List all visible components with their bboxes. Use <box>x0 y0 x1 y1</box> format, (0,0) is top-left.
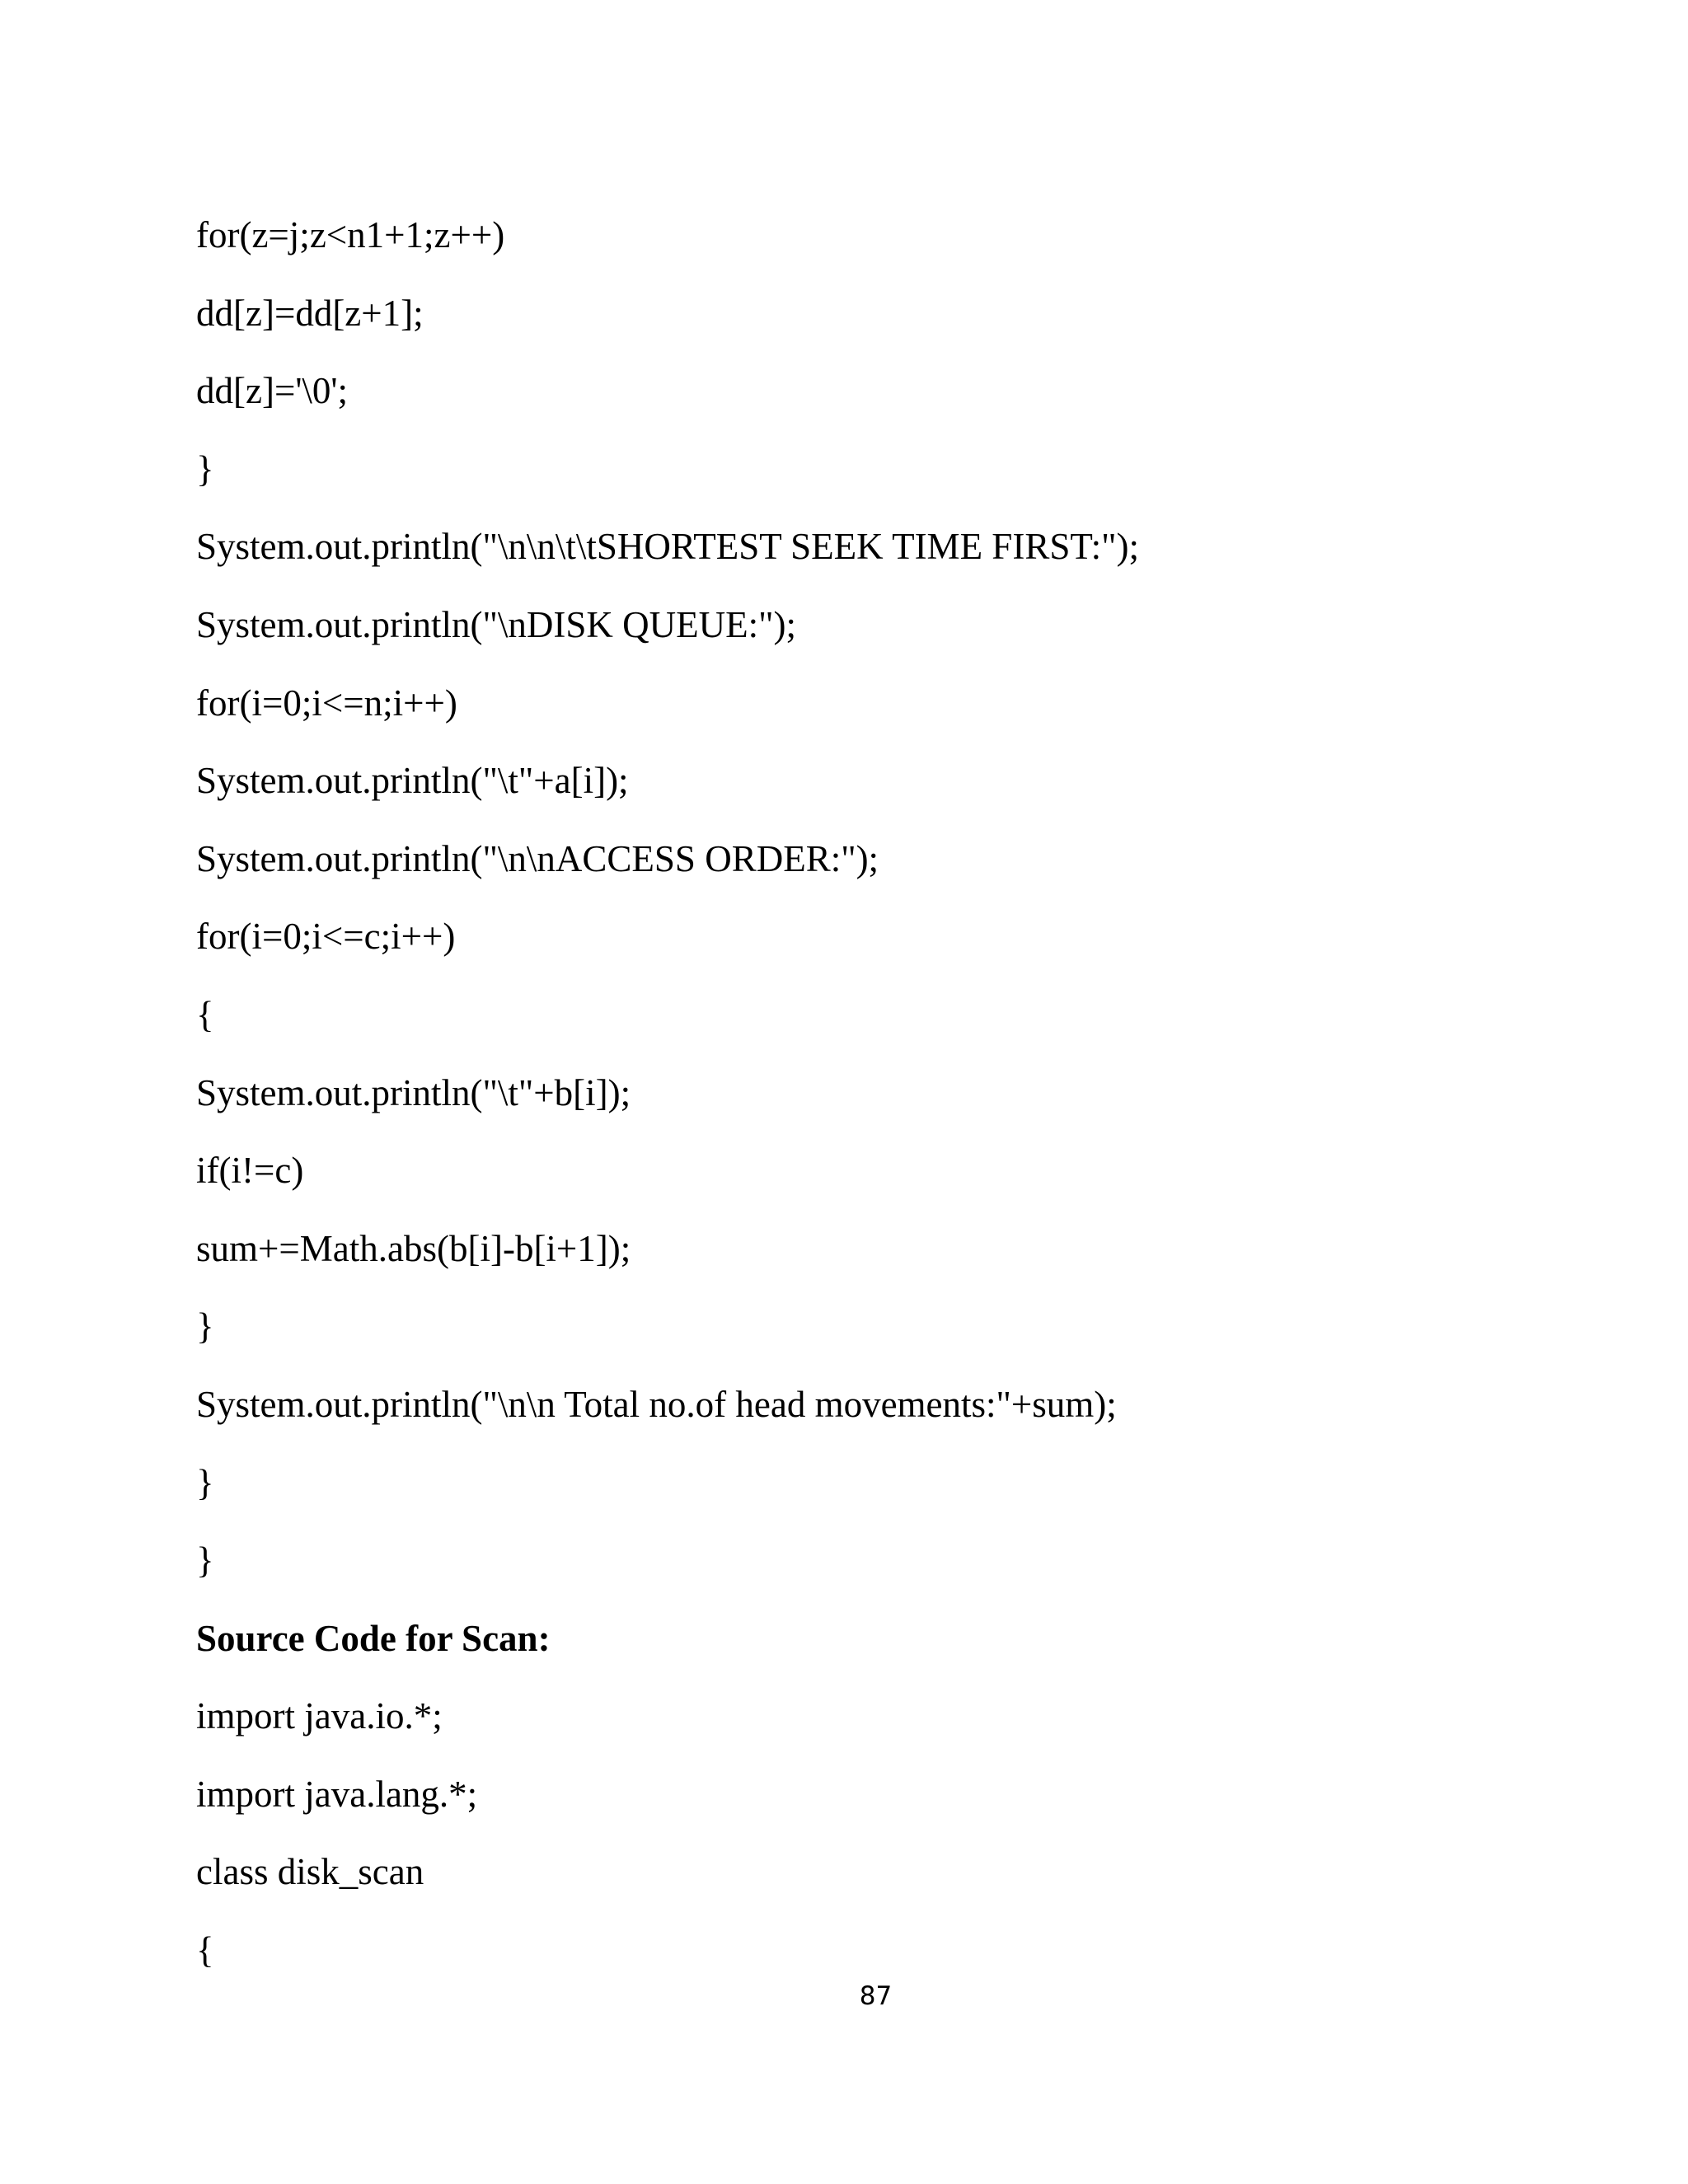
code-line: sum+=Math.abs(b[i]-b[i+1]); <box>196 1227 631 1269</box>
code-line: System.out.println("\t"+b[i]); <box>196 1071 631 1113</box>
code-line: } <box>196 1540 214 1582</box>
code-line: dd[z]=dd[z+1]; <box>196 292 424 334</box>
code-line: for(z=j;z<n1+1;z++) <box>196 214 505 255</box>
code-line: System.out.println("\nDISK QUEUE:"); <box>196 603 796 645</box>
page-number: 87 <box>859 1981 893 2011</box>
code-line: } <box>196 1305 214 1347</box>
code-line: System.out.println("\n\nACCESS ORDER:"); <box>196 837 879 879</box>
code-line: System.out.println("\n\n\t\tSHORTEST SEEK TIME FIRST:"); <box>196 526 1139 568</box>
code-line: if(i!=c) <box>196 1150 304 1192</box>
code-line: } <box>196 448 214 490</box>
code-line: dd[z]='\0'; <box>196 370 349 412</box>
code-line: } <box>196 1461 214 1503</box>
code-line: System.out.println("\t"+a[i]); <box>196 760 629 802</box>
code-line: for(i=0;i<=n;i++) <box>196 682 457 724</box>
section-heading: Source Code for Scan: <box>196 1617 551 1659</box>
code-line: import java.io.*; <box>196 1695 443 1737</box>
code-line: System.out.println("\n\n Total no.of head movements:"+sum); <box>196 1383 1117 1425</box>
code-line: { <box>196 993 214 1035</box>
page-content <box>196 196 1515 1990</box>
code-line: { <box>196 1929 214 1971</box>
code-line: class disk_scan <box>196 1851 424 1893</box>
code-line: for(i=0;i<=c;i++) <box>196 916 456 958</box>
code-line: import java.lang.*; <box>196 1773 478 1815</box>
